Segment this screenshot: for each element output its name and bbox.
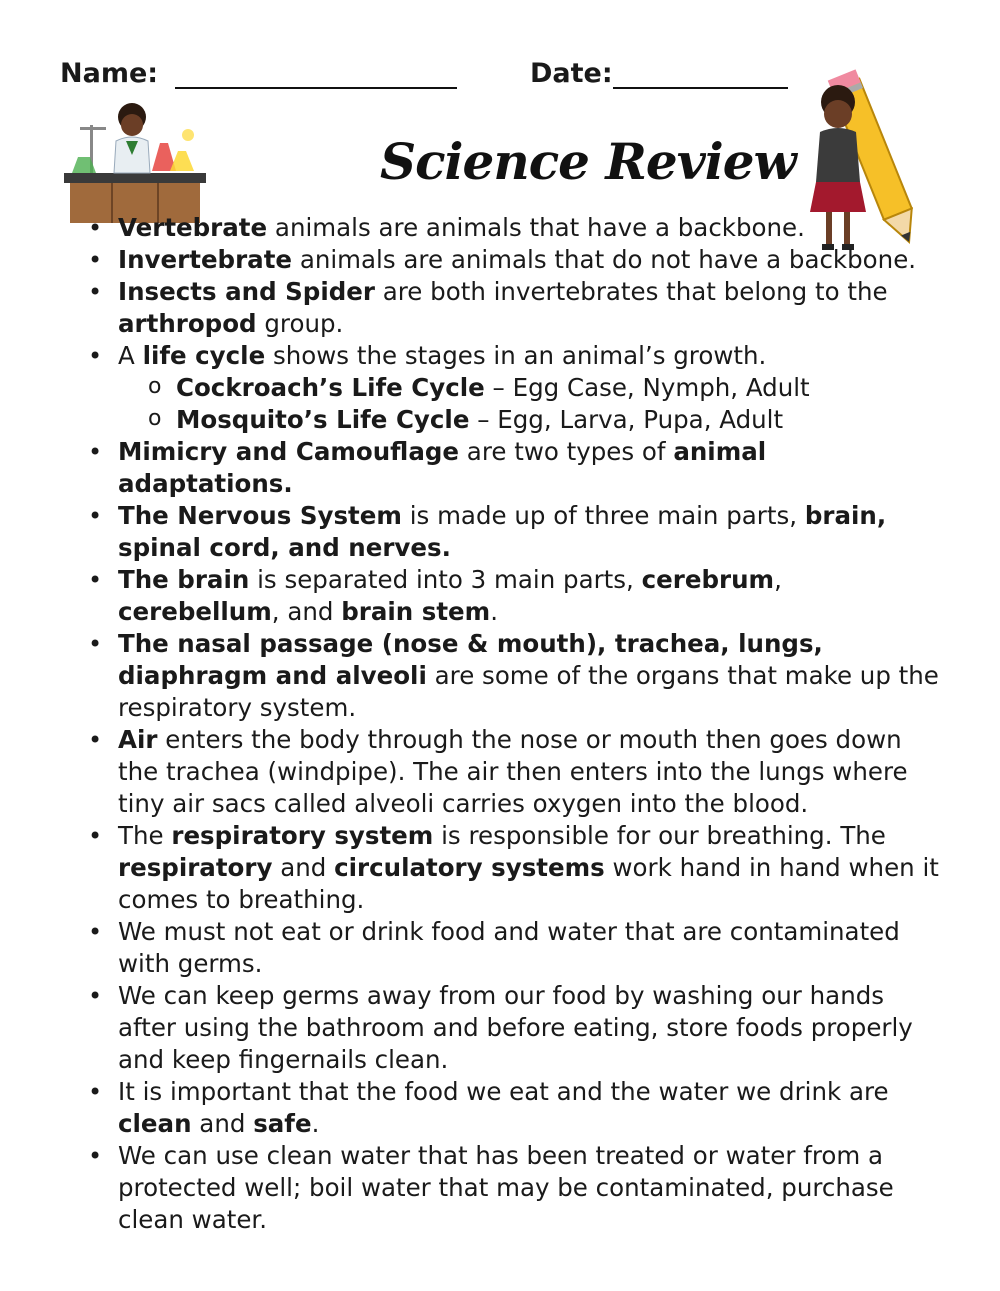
list-item: • It is important that the food we eat and the water we drink are clean and safe.	[88, 1076, 948, 1140]
girl-jacket	[816, 128, 860, 182]
page-title: Science Review	[380, 132, 796, 191]
life-cycle-sublist	[118, 372, 948, 436]
list-item: • Invertebrate animals are animals that do not have a backbone.	[88, 244, 948, 276]
lab-counter-top	[64, 173, 206, 183]
list-item: • The brain is separated into 3 main parts, cerebrum, cerebellum, and brain stem.	[88, 564, 948, 628]
review-list	[88, 212, 948, 1236]
name-field[interactable]	[175, 63, 457, 89]
date-field[interactable]	[613, 63, 788, 89]
scientist-face	[121, 114, 143, 136]
list-item: • A life cycle shows the stages in an animal’s growth. o Cockroach’s Life Cycle – Egg Case, Nymph, Adult o Mosquito’s Life Cycle – Egg, Larva, Pupa, Adult	[88, 340, 948, 436]
girl-face	[824, 100, 852, 128]
sub-list-item: o Cockroach’s Life Cycle – Egg Case, Nymph, Adult	[118, 372, 948, 404]
yellow-flask-icon	[170, 151, 194, 171]
date-group	[530, 58, 788, 89]
lab-scientist-illustration	[60, 95, 210, 225]
list-item: • We can keep germs away from our food by washing our hands after using the bathroom and before eating, store foods properly and keep fingernails clean.	[88, 980, 948, 1076]
list-item: • We can use clean water that has been treated or water from a protected well; boil water that may be contaminated, purchase clean water.	[88, 1140, 948, 1236]
list-item: • Mimicry and Camouflage are two types of animal adaptations.	[88, 436, 948, 500]
list-item: • Vertebrate animals are animals that have a backbone.	[88, 212, 948, 244]
sub-list-item: o Mosquito’s Life Cycle – Egg, Larva, Pupa, Adult	[118, 404, 948, 436]
list-item: • The respiratory system is responsible for our breathing. The respiratory and circulatory systems work hand in hand when it comes to breathing.	[88, 820, 948, 916]
list-item: • We must not eat or drink food and water that are contaminated with germs.	[88, 916, 948, 980]
name-label: Name:	[60, 58, 159, 89]
list-item: • The nasal passage (nose & mouth), trachea, lungs, diaphragm and alveoli are some of the organs that make up the respiratory system.	[88, 628, 948, 724]
list-item: • Air enters the body through the nose or mouth then goes down the trachea (windpipe). The air then enters into the lungs where tiny air sacs called alveoli carries oxygen into the blood.	[88, 724, 948, 820]
list-item: • The Nervous System is made up of three main parts, brain, spinal cord, and nerves.	[88, 500, 948, 564]
worksheet-header	[60, 58, 613, 89]
list-item: • Insects and Spider are both invertebrates that belong to the arthropod group.	[88, 276, 948, 340]
girl-skirt	[810, 182, 866, 212]
date-label: Date:	[530, 58, 613, 89]
